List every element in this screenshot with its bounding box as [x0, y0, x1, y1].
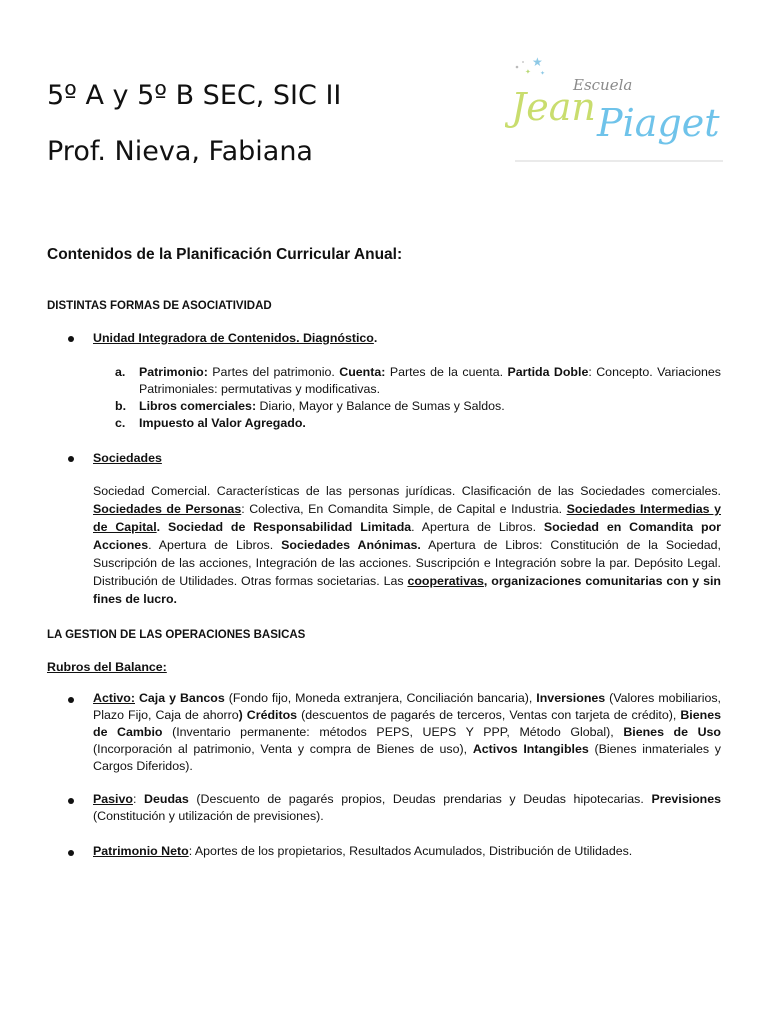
- teacher-name: Prof. Nieva, Fabiana: [47, 136, 313, 167]
- text-run: Diario, Mayor y Balance de Sumas y Saldos.: [256, 399, 505, 413]
- list-item: b. Libros comerciales: Diario, Mayor y Balance de Sumas y Saldos.: [115, 399, 505, 413]
- text-run: . Apertura de Libros.: [411, 520, 544, 534]
- text-run: (Bienes inmateriales y Cargos Diferidos).: [93, 742, 721, 773]
- text-run: :: [132, 792, 145, 806]
- text-run: Sociedades Intermedias y de Capital: [93, 502, 721, 534]
- text-run: Previsiones: [651, 792, 722, 806]
- logo-word-escuela: Escuela: [573, 76, 633, 94]
- activo-paragraph: [93, 690, 721, 775]
- bullet-icon: [68, 798, 74, 804]
- text-run: Impuesto al Valor Agregado.: [139, 416, 306, 430]
- text-run: Apertura de Libros: Constitución de la Sociedad, Suscripción de las acciones, Integración de las acciones. Suscripción e Integración sobre la par. Depósito Legal. Distribución de Utilidades. Otras formas societarias. Las: [93, 538, 721, 588]
- pasivo-paragraph: [93, 791, 721, 825]
- bullet-icon: [68, 697, 74, 703]
- bullet-icon: [68, 336, 74, 342]
- text-run: Deudas: [144, 792, 189, 806]
- text-run: Partida Doble: [507, 365, 589, 379]
- text-run: (Valores mobiliarios, Plazo Fijo, Caja de ahorro: [93, 691, 721, 722]
- sociedades-heading: Sociedades: [93, 451, 162, 465]
- rubros-heading: Rubros del Balance:: [47, 660, 167, 674]
- star-sparkles-icon: [516, 55, 545, 77]
- text-run: (Descuento de pagarés propios, Deudas prendarias y Deudas hipotecarias.: [188, 792, 652, 806]
- text-run: . Sociedad de Responsabilidad Limitada: [156, 520, 412, 534]
- course-title: 5º A y 5º B SEC, SIC II: [47, 80, 342, 111]
- logo-word-piaget: Piaget: [597, 101, 720, 145]
- text-run: cooperativas: [407, 574, 484, 588]
- sociedades-paragraph: [93, 482, 721, 608]
- text-run: : Aportes de los propietarios, Resultados Acumulados, Distribución de Utilidades.: [188, 844, 633, 858]
- text-run: : Colectiva, En Comandita Simple, de Capital e Industria.: [241, 502, 567, 516]
- text-run: (Fondo fijo, Moneda extranjera, Conciliación bancaria),: [224, 691, 537, 705]
- section2-caption: LA GESTION DE LAS OPERACIONES BASICAS: [47, 629, 306, 641]
- list-item: c. Impuesto al Valor Agregado.: [115, 416, 306, 430]
- text-run: : Concepto. Variaciones Patrimoniales: permutativas y modificativas.: [139, 365, 721, 396]
- text-run: (descuentos de pagarés de terceros, Ventas con tarjeta de crédito),: [297, 708, 681, 722]
- text-run: Sociedades de Personas: [93, 502, 242, 516]
- text-run: ) Créditos: [238, 708, 298, 722]
- text-run: Activo:: [93, 691, 135, 705]
- text-run: Patrimonio Neto: [93, 844, 189, 858]
- text-run: . Apertura de Libros.: [148, 538, 282, 552]
- bullet-icon: [68, 850, 74, 856]
- text-run: , organizaciones comunitarias con y sin fines de lucro.: [93, 574, 721, 606]
- main-heading: Contenidos de la Planificación Curricular Anual:: [47, 246, 403, 263]
- school-logo: [505, 50, 730, 165]
- text-run: Patrimonio:: [139, 365, 208, 379]
- patrimonio-neto-paragraph: [93, 843, 721, 860]
- text-run: Sociedad Comercial. Características de las personas jurídicas. Clasificación de las Sociedades comerciales.: [93, 484, 721, 498]
- text-run: Partes de la cuenta.: [385, 365, 508, 379]
- text-run: Sociedad en Comandita por Acciones: [93, 520, 721, 552]
- text-run: Partes del patrimonio.: [207, 365, 340, 379]
- text-run: (Inventario permanente: métodos PEPS, UEPS Y PPP, Método Global),: [162, 725, 624, 739]
- text-run: Libros comerciales:: [139, 399, 257, 413]
- bullet-icon: [68, 456, 74, 462]
- svg-text:✦: ✦: [525, 68, 531, 76]
- text-run: Inversiones: [536, 691, 606, 705]
- text-run: Sociedades Anónimas.: [281, 538, 421, 552]
- text-run: Cuenta:: [339, 365, 386, 379]
- text-run: Pasivo: [93, 792, 133, 806]
- text-run: (Constitución y utilización de previsiones).: [93, 809, 324, 823]
- unidad-items-list: [115, 364, 721, 432]
- list-item: a. Patrimonio: Partes del patrimonio. Cuenta: Partes de la cuenta. Partida Doble: Concepto. Variaciones Patrimoniales: permutativas y modificativas.: [115, 365, 721, 396]
- svg-text:★: ★: [532, 55, 543, 69]
- unidad-heading: Unidad Integradora de Contenidos. Diagnóstico.: [93, 331, 378, 345]
- section1-caption: DISTINTAS FORMAS DE ASOCIATIVIDAD: [47, 300, 272, 312]
- text-run: Activos Intangibles: [472, 742, 589, 756]
- text-run: Bienes de Uso: [623, 725, 721, 739]
- svg-text:✦: ✦: [540, 70, 546, 77]
- text-run: (Incorporación al patrimonio, Venta y compra de Bienes de uso),: [93, 742, 473, 756]
- logo-word-jean: Jean: [511, 85, 596, 129]
- text-run: Caja y Bancos: [135, 691, 225, 705]
- text-run: Bienes de Cambio: [93, 708, 721, 739]
